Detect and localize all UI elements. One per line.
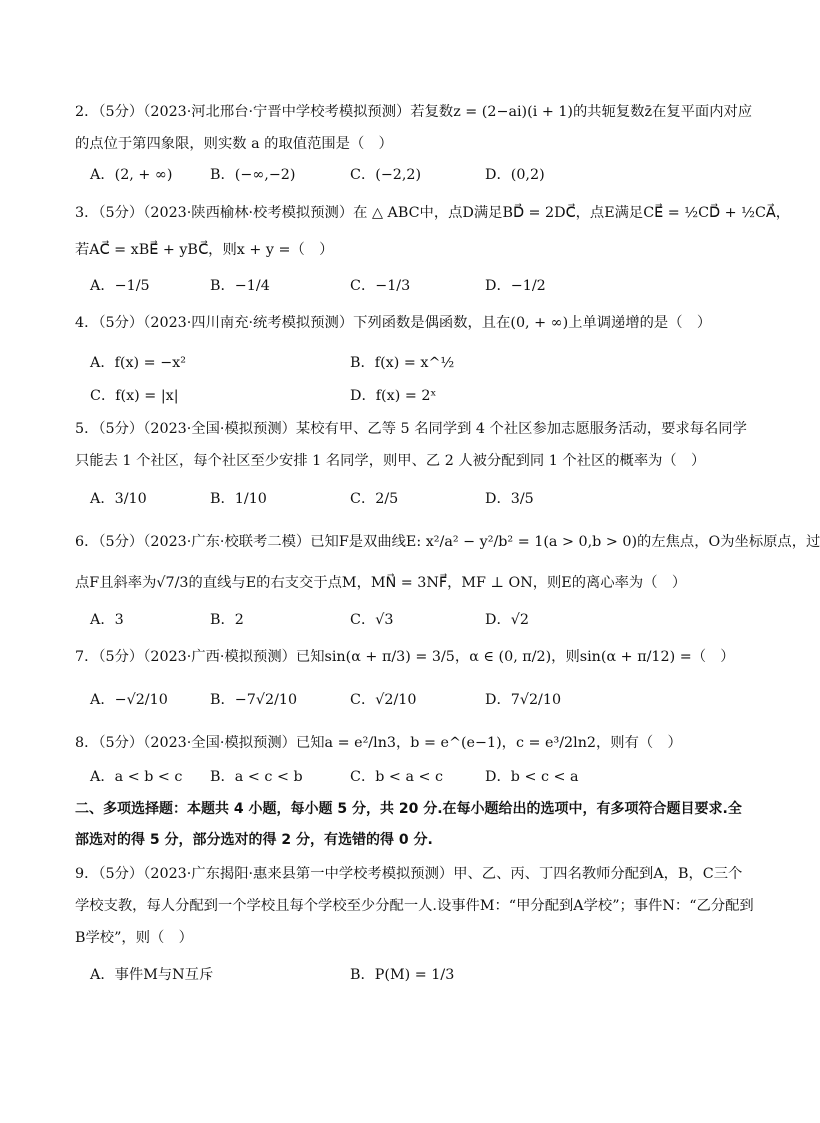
q7-options bbox=[90, 690, 730, 710]
q8-option-c[interactable]: C．b < a < c bbox=[350, 769, 444, 785]
q4-options-row1 bbox=[90, 353, 730, 373]
q6-stem-line1: 6．（5分）（2023·广东·校联考二模）已知F是双曲线E: x²/a² − y²/b² = 1(a > 0,b > 0)的左焦点，O为坐标原点，过 bbox=[75, 534, 820, 550]
q2-option-d[interactable]: D．(0,2) bbox=[485, 167, 545, 183]
q7-option-d[interactable]: D．7√2/10 bbox=[485, 692, 562, 708]
q6-option-c[interactable]: C．√3 bbox=[350, 612, 394, 628]
q6-options bbox=[90, 610, 730, 630]
q3-options bbox=[90, 276, 730, 296]
q8-option-a[interactable]: A．a < b < c bbox=[90, 769, 183, 785]
q2-stem-line1: 2．（5分）（2023·河北邢台·宁晋中学校考模拟预测）若复数z = (2−ai)(i + 1)的共轭复数z̄在复平面内对应 bbox=[75, 104, 753, 120]
q9-option-a[interactable]: A．事件M与N互斥 bbox=[90, 967, 214, 983]
q7-option-a[interactable]: A．−√2/10 bbox=[90, 692, 168, 708]
q2-stem-line2: 的点位于第四象限，则实数 a 的取值范围是（ ） bbox=[75, 136, 393, 152]
q8-option-b[interactable]: B．a < c < b bbox=[210, 769, 303, 785]
q4-option-b[interactable]: B．f(x) = x^½ bbox=[350, 355, 455, 371]
q6-option-d[interactable]: D．√2 bbox=[485, 612, 529, 628]
q3-stem-line1: 3．（5分）（2023·陕西榆林·校考模拟预测）在 △ ABC中，点D满足BD⃗ = 2DC⃗，点E满足CE⃗ = ½CD⃗ + ½CA⃗， bbox=[75, 205, 791, 221]
q3-option-c[interactable]: C．−1/3 bbox=[350, 278, 411, 294]
q7-option-b[interactable]: B．−7√2/10 bbox=[210, 692, 298, 708]
q9-option-b[interactable]: B．P(M) = 1/3 bbox=[350, 967, 455, 983]
q3-option-b[interactable]: B．−1/4 bbox=[210, 278, 270, 294]
q5-option-c[interactable]: C．2/5 bbox=[350, 491, 399, 507]
q9-stem-line3: B学校”，则（ ） bbox=[75, 930, 193, 946]
q5-option-a[interactable]: A．3/10 bbox=[90, 491, 147, 507]
q4-option-c[interactable]: C．f(x) = |x| bbox=[90, 388, 179, 404]
q7-stem-line1: 7．（5分）（2023·广西·模拟预测）已知sin(α + π/3) = 3/5，α ∈ (0, π/2)，则sin(α + π/12) =（ ） bbox=[75, 649, 735, 665]
section2-heading-line2: 部选对的得 5 分，部分选对的得 2 分，有选错的得 0 分. bbox=[75, 832, 433, 848]
q9-stem-line1: 9．（5分）（2023·广东揭阳·惠来县第一中学校考模拟预测）甲、乙、丙、丁四名教师分配到A，B，C三个 bbox=[75, 866, 743, 882]
q5-stem-line1: 5．（5分）（2023·全国·模拟预测）某校有甲、乙等 5 名同学到 4 个社区参加志愿服务活动，要求每名同学 bbox=[75, 421, 747, 437]
q5-options bbox=[90, 489, 730, 509]
q2-option-b[interactable]: B．(−∞,−2) bbox=[210, 167, 296, 183]
q5-stem-line2: 只能去 1 个社区，每个社区至少安排 1 名同学，则甲、乙 2 人被分配到同 1 个社区的概率为（ ） bbox=[75, 453, 706, 469]
q2-option-a[interactable]: A．(2, + ∞) bbox=[90, 167, 173, 183]
q9-options bbox=[90, 965, 730, 985]
q8-options bbox=[90, 767, 730, 787]
q2-options bbox=[90, 165, 730, 185]
q6-option-a[interactable]: A．3 bbox=[90, 612, 124, 628]
q5-option-d[interactable]: D．3/5 bbox=[485, 491, 534, 507]
q3-stem-line2: 若AC⃗ = xBE⃗ + yBC⃗，则x + y =（ ） bbox=[75, 242, 334, 258]
q4-stem-line1: 4．（5分）（2023·四川南充·统考模拟预测）下列函数是偶函数，且在(0, + ∞)上单调递增的是（ ） bbox=[75, 315, 712, 331]
q3-option-d[interactable]: D．−1/2 bbox=[485, 278, 546, 294]
q4-option-d[interactable]: D．f(x) = 2ˣ bbox=[350, 388, 437, 404]
q2-option-c[interactable]: C．(−2,2) bbox=[350, 167, 422, 183]
q6-stem-line2: 点F且斜率为√7/3的直线与E的右支交于点M，MN⃗ = 3NF⃗，MF ⊥ ON，则E的离心率为（ ） bbox=[75, 575, 687, 591]
q9-stem-line2: 学校支教，每人分配到一个学校且每个学校至少分配一人.设事件M：“甲分配到A学校”；事件N：“乙分配到 bbox=[75, 898, 754, 914]
q3-option-a[interactable]: A．−1/5 bbox=[90, 278, 150, 294]
q5-option-b[interactable]: B．1/10 bbox=[210, 491, 267, 507]
q4-option-a[interactable]: A．f(x) = −x² bbox=[90, 355, 186, 371]
q4-options-row2 bbox=[90, 386, 730, 406]
section2-heading-line1: 二、多项选择题：本题共 4 小题，每小题 5 分，共 20 分.在每小题给出的选项中，有多项符合题目要求.全 bbox=[75, 801, 742, 817]
q7-option-c[interactable]: C．√2/10 bbox=[350, 692, 417, 708]
q6-option-b[interactable]: B．2 bbox=[210, 612, 244, 628]
q8-stem-line1: 8．（5分）（2023·全国·模拟预测）已知a = e²/ln3，b = e^(e−1)，c = e³/2ln2，则有（ ） bbox=[75, 735, 682, 751]
q8-option-d[interactable]: D．b < c < a bbox=[485, 769, 579, 785]
